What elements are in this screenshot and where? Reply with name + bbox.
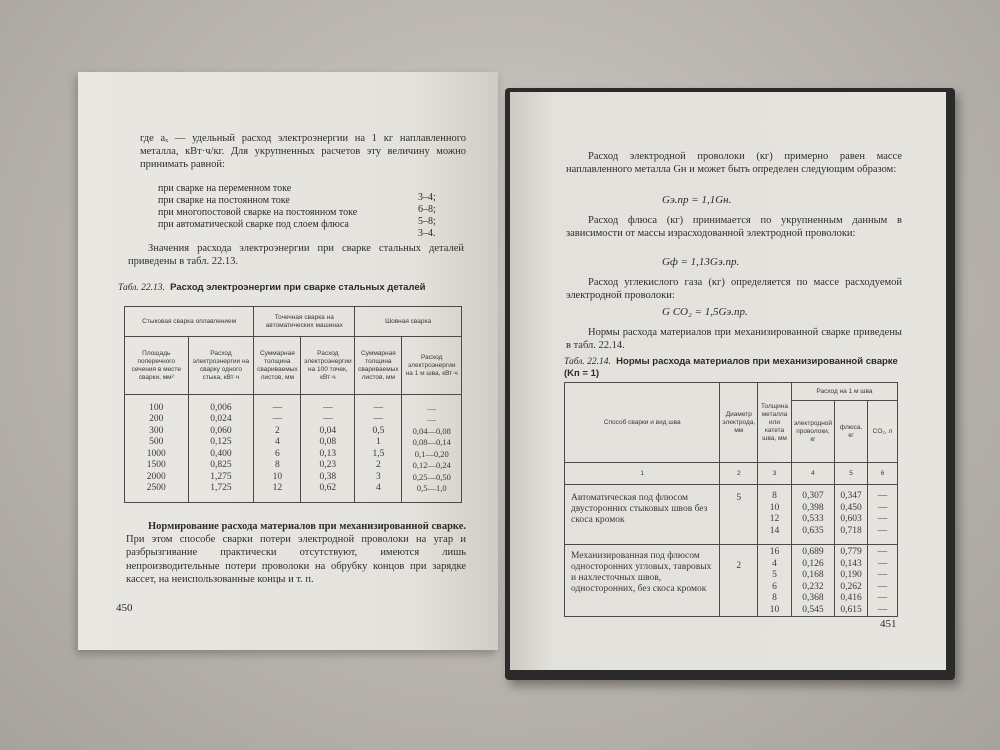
page-number-right: 451 xyxy=(880,618,897,630)
table-cell-value: — xyxy=(272,402,283,413)
table-cell-value: 0,23 xyxy=(319,460,337,470)
list-item-label: при сварке на переменном токе xyxy=(158,183,292,194)
table-column-cell xyxy=(254,395,301,503)
table-cell-value: 0,416 xyxy=(840,593,862,603)
table-cell-value: — xyxy=(323,402,333,413)
page-number-left: 450 xyxy=(116,602,133,614)
table-cell-value: 8 xyxy=(274,460,280,470)
table-column-cell xyxy=(301,395,355,503)
table-cell-value: 0,450 xyxy=(840,502,862,513)
table-cell-value: — xyxy=(877,570,888,580)
table-group-header: Шовная сварка xyxy=(355,307,462,337)
table-cell-value: 0,779 xyxy=(840,547,862,557)
table-column-cell xyxy=(402,395,462,503)
energy-table xyxy=(124,306,462,503)
table-cell-value: 0,12—0,24 xyxy=(412,460,451,470)
table-column-header: Расход электроэнергии на 1 м шва, кВт·ч xyxy=(402,337,462,395)
column-number: 4 xyxy=(791,463,834,485)
list-item-label: при многопостовой сварке на постоянном токе xyxy=(158,207,358,218)
list-item-value: 6–8; xyxy=(418,204,436,215)
table-cell-value: — xyxy=(877,558,888,569)
flux-paragraph: Расход флюса (кг) принимается по укрупненным данным в зависимости от массы израсходованной электродной проволоки: xyxy=(566,215,902,240)
table-cell-value: 1000 xyxy=(146,448,166,459)
diameter-cell: 5 xyxy=(720,485,758,545)
formula-gas: G CO₂ = 1,5Gэ.пр. xyxy=(662,306,748,318)
table-cell-value: 2000 xyxy=(146,471,166,482)
section-paragraph xyxy=(126,520,466,586)
table-number: Табл. 22.13. xyxy=(118,283,165,293)
table-cell-value: 0,168 xyxy=(802,570,824,580)
method-cell: Автоматическая под флюсом двусторонних стыковых швов без скоса кромок xyxy=(565,485,720,545)
wire-cell xyxy=(791,485,834,545)
list-item-value: 3–4; xyxy=(418,192,436,203)
table-cell-value: — xyxy=(877,547,888,557)
table-cell-value: — xyxy=(373,414,384,424)
table-column-header: Толщина металла или катета шва, мм xyxy=(758,383,792,463)
table-column-header: флюса, кг xyxy=(835,401,868,463)
table-cell-value: 6 xyxy=(772,581,777,592)
table-cell-value: 0,5—1,0 xyxy=(416,483,447,493)
table-cell-value: 1,5 xyxy=(372,448,385,459)
table-cell-value: 0,38 xyxy=(319,471,337,482)
wire-cell xyxy=(791,545,834,617)
table-cell-value: — xyxy=(877,604,888,615)
column-number: 6 xyxy=(868,463,898,485)
table-cell-value: 0,603 xyxy=(840,514,862,524)
list-item-label: при автоматической сварке под слоем флюса xyxy=(158,219,349,230)
table-column-cell xyxy=(355,395,402,503)
table-cell-value: 0,125 xyxy=(210,437,232,447)
table-cell-value: 0,533 xyxy=(802,514,824,524)
table-cell-value: 500 xyxy=(149,437,164,447)
table-cell-value: 4 xyxy=(376,483,381,493)
right-page xyxy=(510,92,946,670)
table-column-cell xyxy=(188,395,254,503)
table-cell-value: 0,689 xyxy=(802,547,824,557)
column-number: 1 xyxy=(565,463,720,485)
table-cell-value: 0,04—0,08 xyxy=(412,425,451,436)
table-column-header: Диаметр электрода, мм xyxy=(720,383,758,463)
table-cell-value: 12 xyxy=(769,514,780,524)
table-cell-value: 1,275 xyxy=(210,471,232,482)
table-cell-value: 12 xyxy=(272,483,283,493)
table-cell-value: 10 xyxy=(769,502,780,513)
table-cell-value: 4 xyxy=(274,437,280,447)
table-cell-value: — xyxy=(877,581,888,592)
table-column-header: Способ сварки и вид шва xyxy=(565,383,720,463)
table-cell-value: 0,368 xyxy=(802,593,824,603)
table-cell-value: 0,08—0,14 xyxy=(412,437,451,447)
table-cell-value: 6 xyxy=(274,448,280,459)
table-column-header: Расход электроэнергии на 100 точек, кВт·ч xyxy=(301,337,355,395)
flux-cell xyxy=(835,545,868,617)
table-cell-value: 0,825 xyxy=(210,460,232,470)
table-cell-value: 0,545 xyxy=(802,604,824,615)
table-cell-value: 0,143 xyxy=(840,558,862,569)
table-cell-value: 0,126 xyxy=(802,558,824,569)
table-cell-value: 0,718 xyxy=(840,525,862,536)
table-title: Нормы расхода материалов при механизированной сварке (Kп = 1) xyxy=(564,356,898,379)
table-cell-value: 1500 xyxy=(146,460,166,470)
formula-wire: Gэ.пр = 1,1Gн. xyxy=(662,194,732,206)
left-page xyxy=(78,72,498,650)
table-cell-value: 3 xyxy=(376,471,381,482)
table-cell-value: — xyxy=(877,502,888,513)
table-cell-value: 14 xyxy=(769,525,780,536)
table-cell-value: 10 xyxy=(769,604,780,615)
co2-cell xyxy=(868,545,898,617)
table-cell-value: 8 xyxy=(772,593,777,603)
table-cell-value: 0,04 xyxy=(319,425,337,436)
table-cell-value: 300 xyxy=(149,425,164,436)
column-number: 2 xyxy=(720,463,758,485)
diameter-cell: 2 xyxy=(720,545,758,617)
column-number: 5 xyxy=(835,463,868,485)
intro-paragraph: где aₓ — удельный расход электроэнергии на 1 кг наплавленного металла, кВт·ч/кг. Для укрупненных расчетов эту величину можно принимать равной: xyxy=(140,133,466,171)
co2-cell xyxy=(868,485,898,545)
table-cell-value: 0,1—0,20 xyxy=(414,448,449,459)
method-cell: Механизированная под флюсом односторонних угловых, тавровых и нахлесточных швов, односторонних, без скоса кромок xyxy=(565,545,720,617)
table-cell-value: 16 xyxy=(769,547,780,557)
gas-paragraph: Расход углекислого газа (кг) определяется по массе расходуемой электродной проволоки: xyxy=(566,277,902,302)
table-caption xyxy=(564,356,904,380)
table-cell-value: — xyxy=(877,514,888,524)
table-cell-value: 0,400 xyxy=(210,448,232,459)
table-cell-value: 0,398 xyxy=(802,502,824,513)
table-cell-value: 1 xyxy=(376,437,381,447)
flux-cell xyxy=(835,485,868,545)
table-cell-value: 0,307 xyxy=(802,491,824,501)
section-body: При этом способе сварки потери электродной проволоки на угар и разбрызгивание практически отсутствуют, имеются лишь непроизводительные потери проволоки на обрубку концов при зарядке кассет, на неиспользованные концы и т. п. xyxy=(126,534,466,585)
table-cell-value: 2 xyxy=(376,460,381,470)
formula-flux: Gф = 1,13Gэ.пр. xyxy=(662,256,740,268)
thickness-cell xyxy=(758,485,792,545)
table-group-header: Расход на 1 м шва xyxy=(791,383,897,401)
list-item-value: 5–8; xyxy=(418,216,436,227)
table-cell-value: 8 xyxy=(772,491,777,501)
table-cell-value: 0,5 xyxy=(372,425,385,436)
table-cell-value: — xyxy=(323,414,333,424)
section-title: Нормирование расхода материалов при механизированной сварке. xyxy=(148,521,466,532)
list-item-value: 3–4. xyxy=(418,228,436,239)
table-reference-paragraph: Значения расхода электроэнергии при сварке стальных деталей приведены в табл. 22.13. xyxy=(128,243,464,268)
table-cell-value: 0,060 xyxy=(210,425,232,436)
table-cell-value: 0,13 xyxy=(319,448,337,459)
list-item-label: при сварке на постоянном токе xyxy=(158,195,290,206)
table-cell-value: — xyxy=(427,402,436,413)
table-column-header: электродной проволоки, кг xyxy=(791,401,834,463)
table-column-cell xyxy=(125,395,189,503)
table-cell-value: — xyxy=(877,525,888,536)
table-cell-value: 1,725 xyxy=(210,483,232,493)
table-cell-value: 10 xyxy=(272,471,283,482)
table-cell-value: 0,62 xyxy=(319,483,337,493)
table-cell-value: 0,635 xyxy=(802,525,824,536)
table-cell-value: 2500 xyxy=(146,483,166,493)
table-column-header: Площадь поперечного сечения в месте сварки, мм² xyxy=(125,337,189,395)
table-column-header: Расход электроэнергии на сварку одного стыка, кВт·ч xyxy=(188,337,254,395)
table-cell-value: 0,232 xyxy=(802,581,824,592)
thickness-cell xyxy=(758,545,792,617)
table-cell-value: — xyxy=(427,414,436,424)
table-cell-value: — xyxy=(877,491,888,501)
table-column-header: Суммарная толщина свариваемых листов, мм xyxy=(254,337,301,395)
table-cell-value: 0,347 xyxy=(840,491,862,501)
norms-paragraph: Нормы расхода материалов при механизированной сварке приведены в табл. 22.14. xyxy=(566,327,902,352)
wire-paragraph: Расход электродной проволоки (кг) примерно равен массе наплавленного металла Gн и может быть определен следующим образом: xyxy=(566,151,902,176)
table-cell-value: 4 xyxy=(772,558,777,569)
materials-table xyxy=(564,382,898,617)
table-cell-value: 100 xyxy=(149,402,164,413)
table-group-header: Точечная сварка на автоматических машинах xyxy=(254,307,355,337)
table-cell-value: 0,190 xyxy=(840,570,862,580)
table-column-header: Суммарная толщина свариваемых листов, мм xyxy=(355,337,402,395)
table-cell-value: 0,024 xyxy=(210,414,232,424)
table-cell-value: 0,262 xyxy=(840,581,862,592)
table-caption xyxy=(118,282,425,293)
table-cell-value: 0,25—0,50 xyxy=(412,471,451,482)
table-cell-value: — xyxy=(272,414,283,424)
table-cell-value: 5 xyxy=(772,570,777,580)
column-number: 3 xyxy=(758,463,792,485)
table-cell-value: — xyxy=(373,402,384,413)
table-cell-value: 2 xyxy=(274,425,280,436)
table-title: Расход электроэнергии при сварке стальных деталей xyxy=(170,282,426,293)
table-cell-value: 200 xyxy=(149,414,164,424)
table-column-header: CO₂, л xyxy=(868,401,898,463)
table-cell-value: 0,08 xyxy=(319,437,337,447)
table-cell-value: — xyxy=(877,593,888,603)
table-cell-value: 0,615 xyxy=(840,604,862,615)
table-cell-value: 0,006 xyxy=(210,402,232,413)
table-group-header: Стыковая сварка оплавлением xyxy=(125,307,254,337)
table-number: Табл. 22.14. xyxy=(564,357,611,367)
